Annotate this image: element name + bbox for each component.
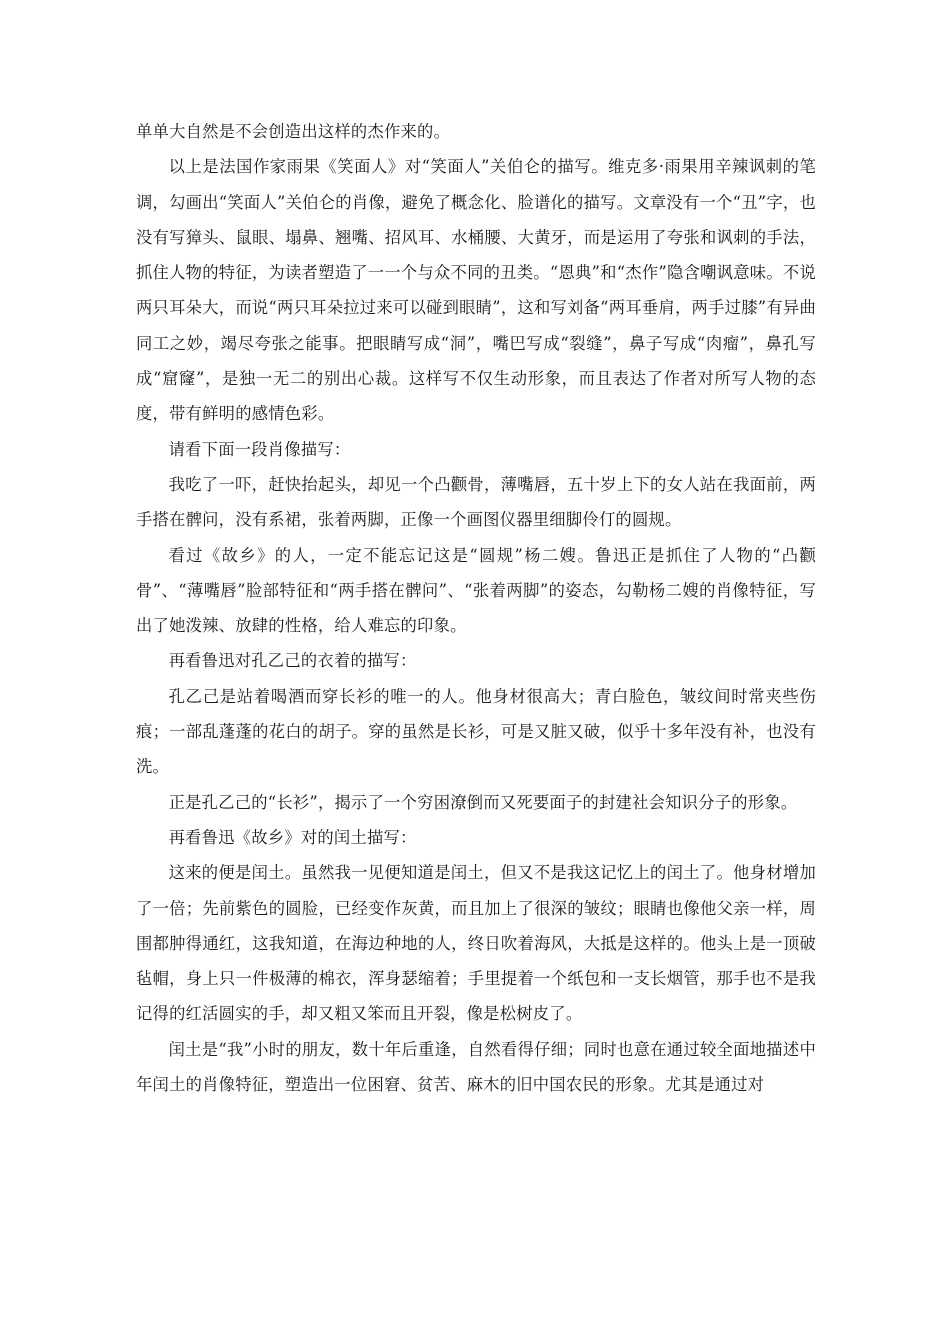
paragraph-5: 看过《故乡》的人，一定不能忘记这是“圆规”杨二嫂。鲁迅正是抓住了人物的“凸颧骨”、“薄嘴唇”脸部特征和“两手搭在髀问”、“张着两脚”的姿态，勾勒杨二嫂的肖像特征，写出了她泼辣、放肆的性格，给人难忘的印象。 xyxy=(136,545,816,636)
paragraph-8: 正是孔乙己的“长衫”，揭示了一个穷困潦倒而又死要面子的封建社会知识分子的形象。 xyxy=(168,792,798,812)
paragraph-2: 以上是法国作家雨果《笑面人》对“笑面人”关伯仑的描写。维克多·雨果用辛辣讽刺的笔调，勾画出“笑面人”关伯仑的肖像，避免了概念化、脸谱化的描写。文章没有一个“丑”字，也没有写獐头、鼠眼、塌鼻、翘嘴、招风耳、水桶腰、大黄牙，而是运用了夸张和讽刺的手法，抓住人物的特征，为读者塑造了一一个与众不同的丑类。“恩典”和“杰作”隐含嘲讽意味。不说两只耳朵大，而说“两只耳朵拉过来可以碰到眼睛”，这和写刘备“两耳垂肩，两手过膝”有异曲同工之妙，竭尽夸张之能事。把眼睛写成“洞”，嘴巴写成“裂缝”，鼻子写成“肉瘤”，鼻孔写成“窟窿”，是独一无二的别出心裁。这样写不仅生动形象，而且表达了作者对所写人物的态度，带有鲜明的感情色彩。 xyxy=(136,157,816,424)
paragraph-3: 请看下面一段肖像描写： xyxy=(168,439,351,459)
paragraph-7: 孔乙己是站着喝酒而穿长衫的唯一的人。他身材很高大；青白脸色，皱纹间时常夹些伤痕；一部乱蓬蓬的花白的胡子。穿的虽然是长衫，可是又脏又破，似乎十多年没有补，也没有洗。 xyxy=(136,686,816,777)
paragraph-10: 这来的便是闰土。虽然我一见便知道是闰土，但又不是我这记忆上的闰土了。他身材增加了一倍；先前紫色的圆脸，已经变作灰黄，而且加上了很深的皱纹；眼睛也像他父亲一样，周围都肿得通红，这我知道，在海边种地的人，终日吹着海风，大抵是这样的。他头上是一顶破毡帽，身上只一件极薄的棉衣，浑身瑟缩着；手里提着一个纸包和一支长烟管，那手也不是我记得的红活圆实的手，却又粗又笨而且开裂，像是松树皮了。 xyxy=(136,863,816,1024)
paragraph-1: 单单大自然是不会创造出这样的杰作来的。 xyxy=(136,122,451,141)
paragraph-11: 闰土是“我”小时的朋友，数十年后重逢，自然看得仔细；同时也意在通过较全面地描述中年闰土的肖像特征，塑造出一位困窘、贫苦、麻木的旧中国农民的形象。尤其是通过对 xyxy=(136,1039,816,1095)
paragraph-6: 再看鲁迅对孔乙己的衣着的描写： xyxy=(168,651,417,671)
paragraph-9: 再看鲁迅《故乡》对的闰土描写： xyxy=(168,827,417,847)
paragraph-4: 我吃了一吓，赶快抬起头，却见一个凸颧骨，薄嘴唇，五十岁上下的女人站在我面前，两手搭在髀问，没有系裙，张着两脚，正像一个画图仪器里细脚伶仃的圆规。 xyxy=(136,474,816,530)
document-body xyxy=(136,114,816,1102)
